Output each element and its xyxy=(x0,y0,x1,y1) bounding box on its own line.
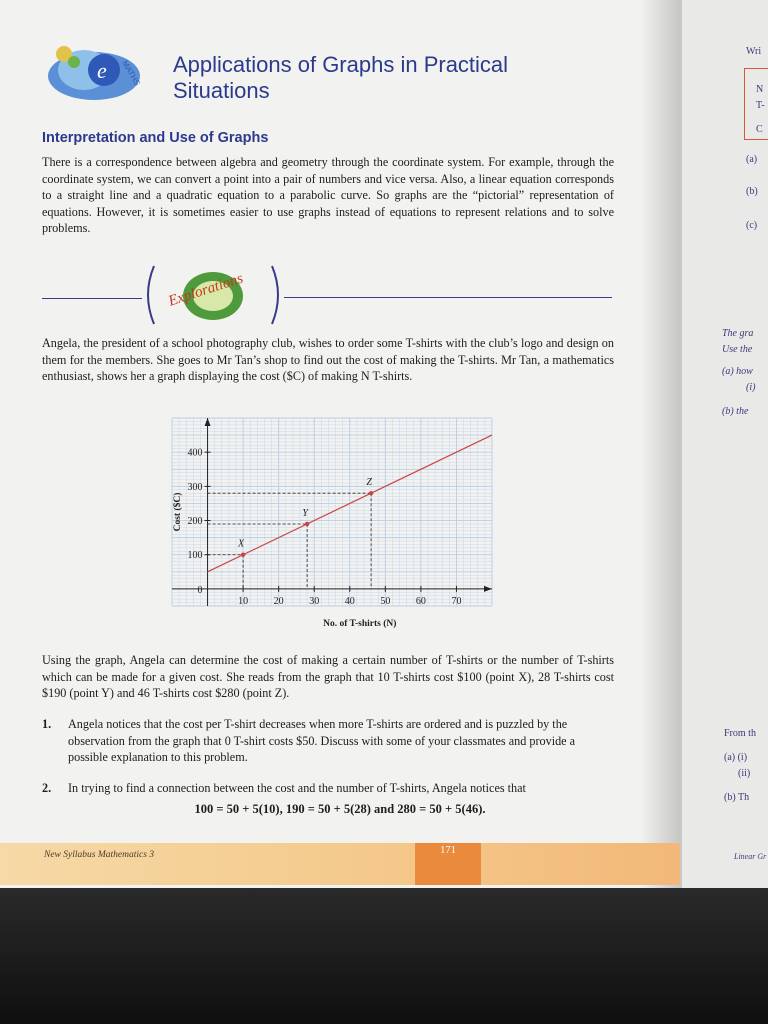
right-fragment: C xyxy=(756,124,763,135)
y-tick-label: 300 xyxy=(187,481,203,493)
title-line-2: Situations xyxy=(173,78,270,103)
question-1-number: 1. xyxy=(42,717,52,731)
cost-graph xyxy=(160,414,500,640)
x-tick-label: 60 xyxy=(415,595,426,607)
x-axis-arrow xyxy=(484,586,492,592)
right-fragment: (c) xyxy=(746,220,758,231)
x-tick-label: 20 xyxy=(273,595,284,607)
title-line-1: Applications of Graphs in Practical xyxy=(173,52,509,77)
x-tick-label: 70 xyxy=(451,595,462,607)
right-fragment: Wri xyxy=(746,46,762,57)
svg-text:MATHS: MATHS xyxy=(120,59,142,88)
point-label: Z xyxy=(366,477,372,489)
point-label: X xyxy=(238,538,245,550)
x-tick-label: 40 xyxy=(344,595,355,607)
explorations-rule-right xyxy=(284,297,612,298)
equation: 100 = 50 + 5(10), 190 = 50 + 5(28) and 280 = 50 + 5(46). xyxy=(194,802,486,816)
right-fragment: T- xyxy=(756,100,765,111)
using-graph-paragraph: Using the graph, Angela can determine the cost of making a certain number of T-shirts or the number of T-shirts which can be made for a given cost. She reads from the graph that 10 T-shirts cost $100 (point X), 28 T-shirts cost $190 (point Y) and 46 T-shirts cost $280 (point Z). xyxy=(42,653,614,701)
svg-text:Explorations: Explorations xyxy=(166,270,246,310)
right-fragment: The gra xyxy=(722,328,754,339)
explorations-rule-left xyxy=(42,298,142,299)
y-tick-label: 100 xyxy=(187,550,203,562)
origin-label: 0 xyxy=(197,584,203,596)
y-tick-label: 200 xyxy=(187,516,203,528)
angela-paragraph: Angela, the president of a school photography club, wishes to order some T-shirts with the club’s logo and design on them for the members. She goes to Mr Tan’s shop to find out the cost of making the T-shirts. Mr Tan, a mathematics enthusiast, shows her a graph displaying the cost ($C) of making N T-shirts. xyxy=(42,336,614,384)
right-fragment: (b) the xyxy=(722,406,749,417)
page-number: 171 xyxy=(440,845,456,856)
question-2-number: 2. xyxy=(42,781,52,795)
book-title: New Syllabus Mathematics 3 xyxy=(44,850,155,860)
right-fragment: (a) (i) xyxy=(724,752,748,763)
svg-text:e: e xyxy=(97,58,107,83)
data-point xyxy=(305,522,309,526)
right-fragment: From th xyxy=(724,728,756,739)
dark-background xyxy=(0,888,768,1024)
right-fragment: (a) xyxy=(746,154,758,165)
data-point xyxy=(369,491,373,495)
x-axis-label: No. of T-shirts (N) xyxy=(323,619,397,629)
page-title xyxy=(173,52,593,104)
section-heading: Interpretation and Use of Graphs xyxy=(42,130,269,146)
right-fragment: (ii) xyxy=(738,768,751,779)
y-axis-arrow xyxy=(205,418,211,426)
y-axis-label: Cost ($C) xyxy=(173,492,183,532)
x-tick-label: 30 xyxy=(309,595,320,607)
right-fragment: Linear Gr xyxy=(734,852,767,861)
intro-paragraph: There is a correspondence between algebra and geometry through the coordinate system. For example, through the coordinate system, we can convert a point into a pair of numbers and vice versa. Also, a linear equation corresponds to a straight line and a quadratic equation to a parabolic curve. So graphs are the “pictorial” representation of equations. However, it is sometimes easier to use graphs instead of equations to represent relations and to solve problems. xyxy=(42,155,614,236)
right-fragment: (b) Th xyxy=(724,792,750,803)
right-fragment: (a) how xyxy=(722,366,753,377)
question-2-text: In trying to find a connection between the cost and the number of T-shirts, Angela notices that xyxy=(68,781,526,795)
point-label: Y xyxy=(302,507,308,519)
right-fragment: N xyxy=(756,84,764,95)
y-tick-label: 400 xyxy=(187,447,203,459)
data-point xyxy=(241,553,245,557)
x-tick-label: 50 xyxy=(380,595,391,607)
explorations-badge xyxy=(140,262,286,328)
right-fragment: (b) xyxy=(746,186,758,197)
right-fragment: Use the xyxy=(722,344,753,355)
question-1-text: Angela notices that the cost per T-shirt decreases when more T-shirts are ordered and is puzzled by the observation from the graph that 0 T-shirt costs $50. Discuss with some of your classmates and provide a possible explanation to this problem. xyxy=(68,717,576,765)
spine-shadow xyxy=(640,0,680,888)
x-tick-label: 10 xyxy=(238,595,249,607)
emaths-logo xyxy=(44,40,154,106)
right-fragment: (i) xyxy=(746,382,756,393)
